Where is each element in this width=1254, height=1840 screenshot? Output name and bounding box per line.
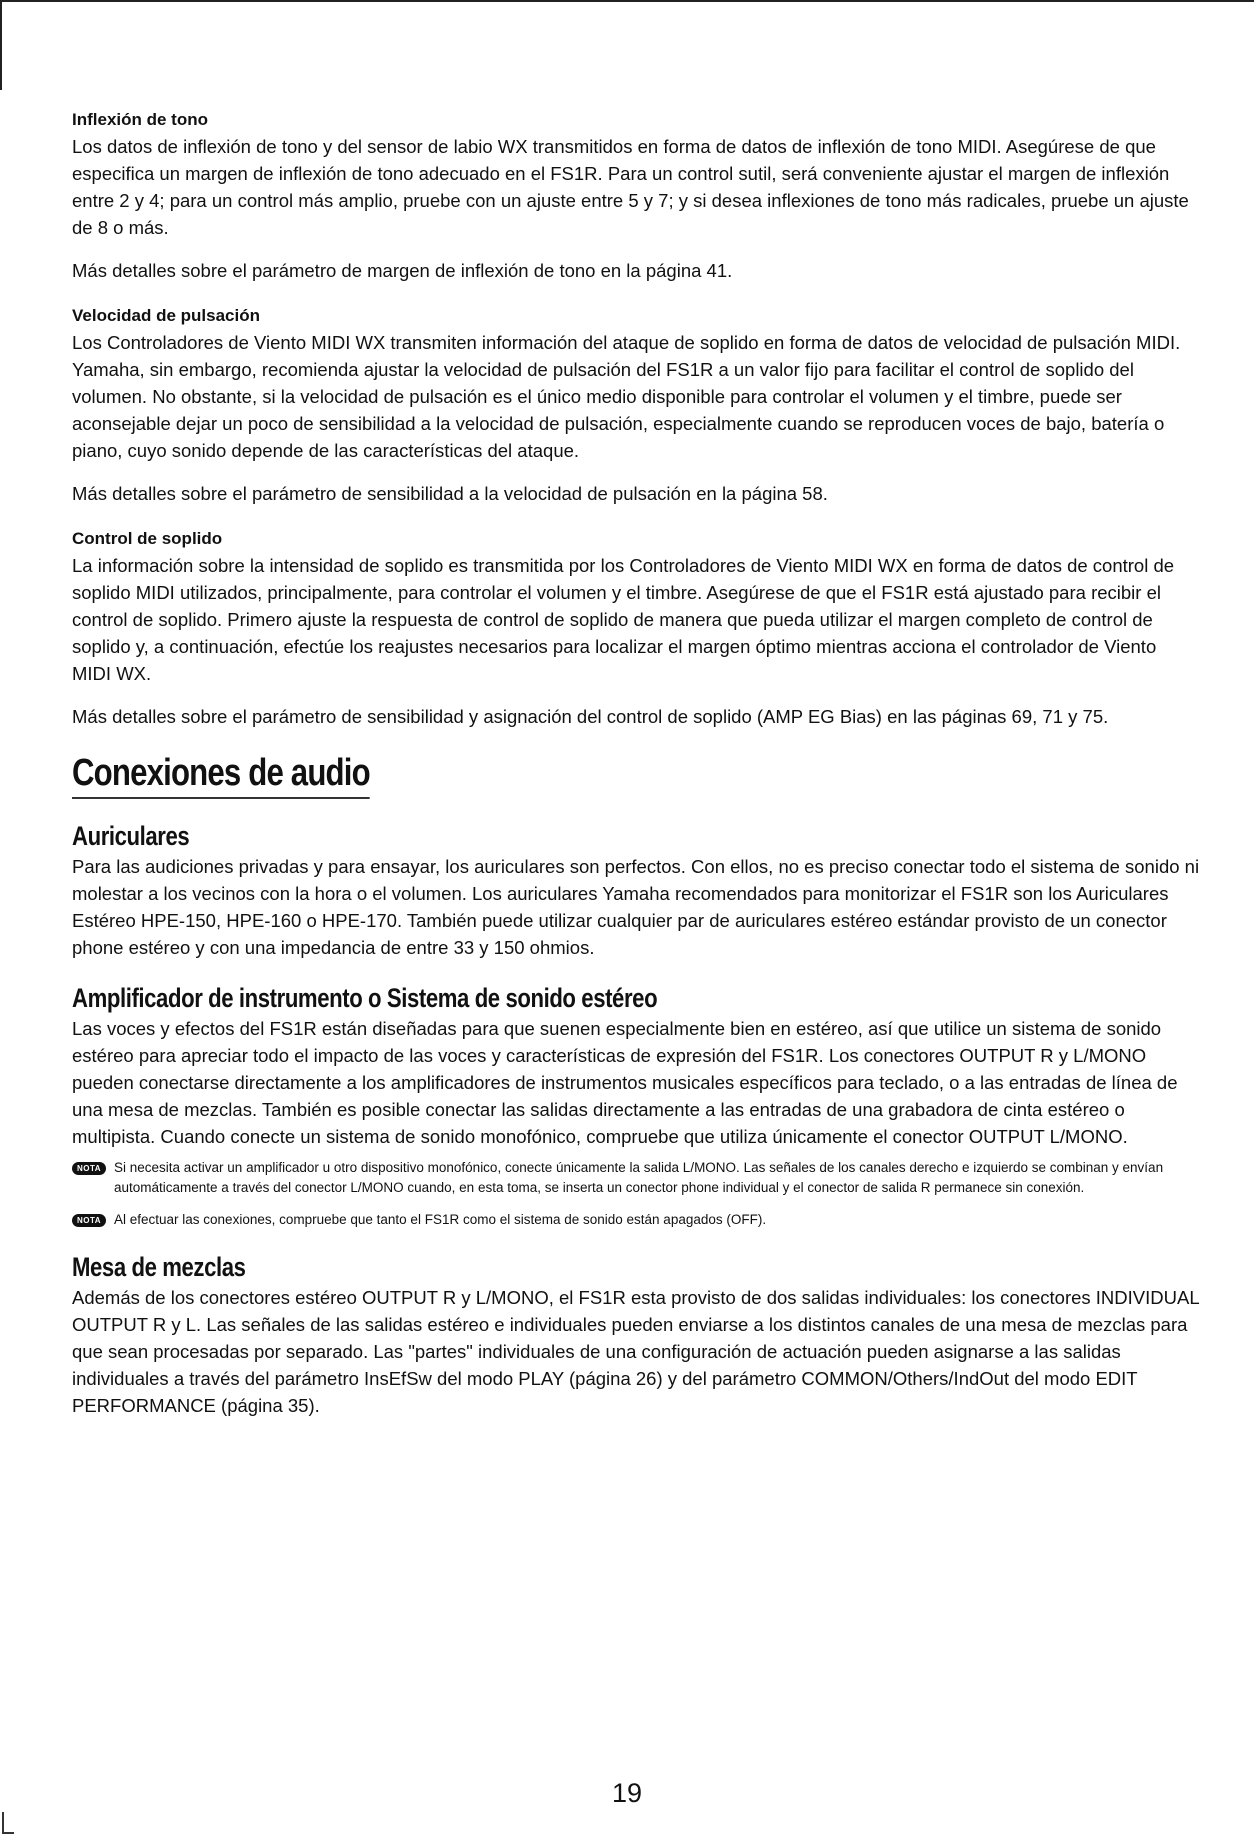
amplifier-paragraph: Las voces y efectos del FS1R están diseñadas para que suenen especialmente bien en estéreo, así que utilice un sistema de sonido estéreo para apreciar todo el impacto de las voces y características de expresión del FS1R. Los conectores OUTPUT R y L/MONO pueden conectarse directamente a los amplificadores de instrumentos musicales específicos para teclado, o a las entradas de línea de una mesa de mezclas. También es posible conectar las salidas directamente a las entradas de una grabadora de cinta estéreo o multipista. Cuando conecte un sistema de sonido monofónico, compruebe que utiliza únicamente el conector OUTPUT L/MONO. [72,1018,1178,1147]
pitch-bend-reference: Más detalles sobre el parámetro de margen de inflexión de tono en la página 41. [72,260,733,281]
mixer-paragraph: Además de los conectores estéreo OUTPUT R y L/MONO, el FS1R esta provisto de dos salidas individuales: los conectores INDIVIDUAL OUTPUT R y L. Las señales de las salidas estéreo e individuales pueden enviarse a los distintos canales de una mesa de mezclas para que sean procesadas por separado. Las "partes" individuales de una configuración de actuación pueden asignarse a las salidas individuales a través del parámetro InsEfSw del modo PLAY (página 26) y del parámetro COMMON/Others/IndOut del modo EDIT PERFORMANCE (página 35). [72,1287,1199,1416]
note-2-text: Al efectuar las conexiones, compruebe que tanto el FS1R como el sistema de sonido están apagados (OFF). [114,1212,767,1227]
crop-mark-left [0,0,2,90]
headphones-paragraph: Para las audiciones privadas y para ensayar, los auriculares son perfectos. Con ellos, no es preciso conectar todo el sistema de sonido ni molestar a los vecinos con la hora o el volumen. Los auriculares Yamaha recomendados para monitorizar el FS1R son los Auriculares Estéreo HPE-150, HPE-160 o HPE-170. También puede utilizar cualquier par de auriculares estéreo estándar provisto de un conector phone estéreo y con una impedancia de entre 33 y 150 ohmios. [72,856,1200,958]
section-amplifier [72,983,1200,1230]
crop-mark-bottom [2,1832,14,1834]
note-1 [72,1158,1200,1198]
breath-heading: Control de soplido [72,529,223,548]
audio-connections-title: Conexiones de audio [72,752,370,799]
note-badge-icon: NOTA [72,1214,106,1227]
headphones-heading: Auriculares [72,821,190,851]
breath-paragraph: La información sobre la intensidad de soplido es transmitida por los Controladores de Viento MIDI WX en forma de datos de control de soplido MIDI utilizados, principalmente, para controlar el volumen y el timbre. Asegúrese de que el FS1R está ajustado para recibir el control de soplido. Primero ajuste la respuesta de control de soplido de manera que pueda utilizar el margen completo de control de soplido y, a continuación, efectúe los reajustes necesarios para localizar el margen óptimo mientras acciona el controlador de Viento MIDI WX. [72,555,1175,684]
section-breath-control [72,529,1200,730]
breath-reference: Más detalles sobre el parámetro de sensibilidad y asignación del control de soplido (AMP EG Bias) en las páginas 69, 71 y 75. [72,706,1109,727]
crop-mark-left-bottom [2,1812,4,1834]
velocity-reference: Más detalles sobre el parámetro de sensibilidad a la velocidad de pulsación en la página 58. [72,483,828,504]
section-mixer [72,1252,1200,1419]
note-2 [72,1210,1200,1230]
section-headphones [72,821,1200,961]
pitch-bend-heading: Inflexión de tono [72,110,208,129]
pitch-bend-paragraph: Los datos de inflexión de tono y del sensor de labio WX transmitidos en forma de datos de inflexión de tono MIDI. Asegúrese de que especifica un margen de inflexión de tono adecuado en el FS1R. Para un control sutil, será conveniente ajustar el margen de inflexión entre 2 y 4; para un control más amplio, pruebe con un ajuste entre 5 y 7; y si desea inflexiones de tono más radicales, pruebe un ajuste de 8 o más. [72,136,1189,238]
note-badge-icon: NOTA [72,1162,106,1175]
velocity-heading: Velocidad de pulsación [72,306,260,325]
crop-mark-top [0,0,1254,2]
page-content [72,110,1200,1419]
note-1-text: Si necesita activar un amplificador u otro dispositivo monofónico, conecte únicamente la salida L/MONO. Las señales de los canales derecho e izquierdo se combinan y envían automáticamente a través del conector L/MONO cuando, en esta toma, se inserta un conector phone individual y el conector de salida R permanece sin conexión. [114,1160,1164,1195]
section-pitch-bend [72,110,1200,284]
mixer-heading: Mesa de mezclas [72,1252,246,1282]
section-velocity [72,306,1200,507]
velocity-paragraph: Los Controladores de Viento MIDI WX transmiten información del ataque de soplido en forma de datos de velocidad de pulsación MIDI. Yamaha, sin embargo, recomienda ajustar la velocidad de pulsación del FS1R a un valor fijo para facilitar el control de soplido del volumen. No obstante, si la velocidad de pulsación es el único medio disponible para controlar el volumen y el timbre, puede ser aconsejable dejar un poco de sensibilidad a la velocidad de pulsación, especialmente cuando se reproducen voces de bajo, batería o piano, cuyo sonido depende de las características del ataque. [72,332,1181,461]
page-number: 19 [611,1778,643,1808]
amplifier-heading: Amplificador de instrumento o Sistema de sonido estéreo [72,983,658,1013]
